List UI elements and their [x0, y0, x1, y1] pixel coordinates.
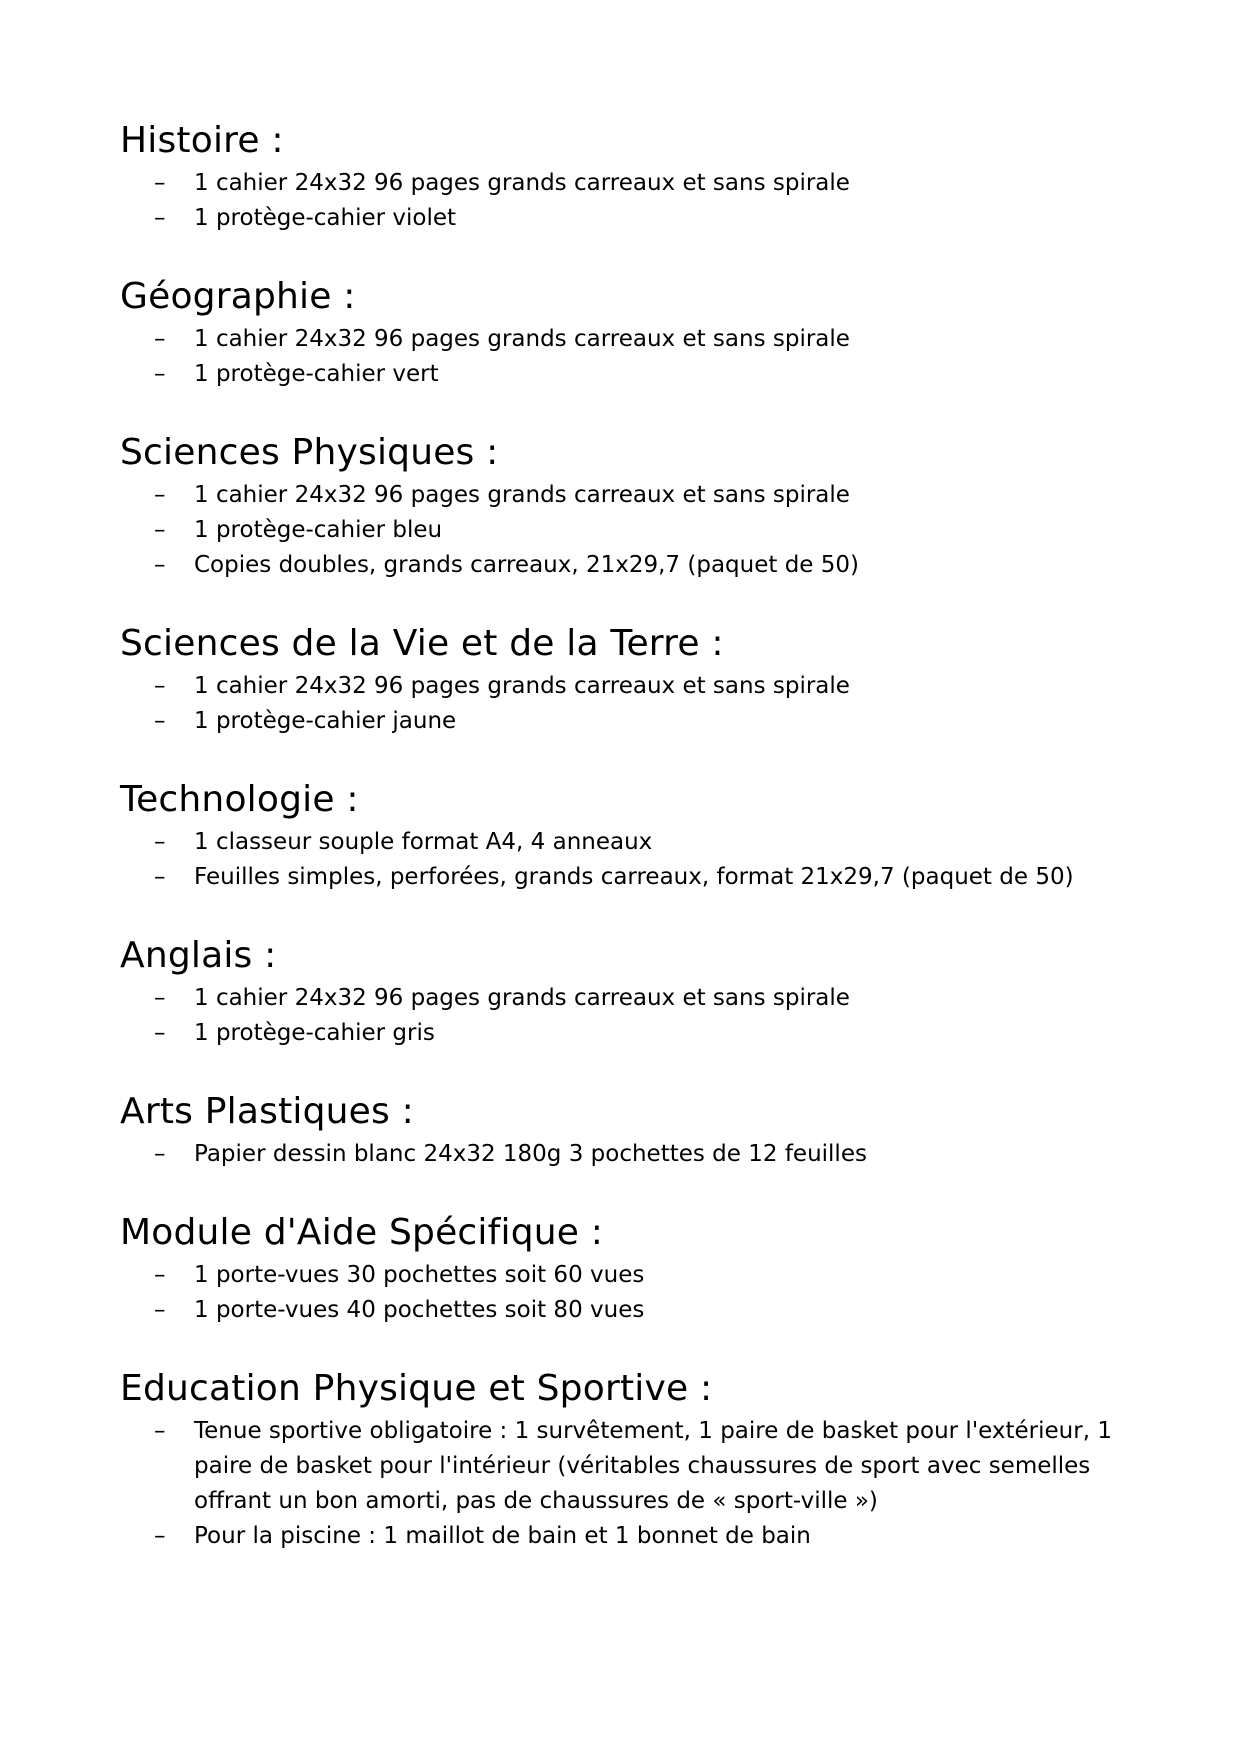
- item-text: 1 protège-cahier gris: [194, 1020, 435, 1046]
- supply-list-page: [120, 118, 1150, 1592]
- item-text: 1 porte-vues 30 pochettes soit 60 vues: [194, 1262, 645, 1288]
- section-title: Histoire :: [120, 120, 284, 161]
- item-list: [120, 1137, 1150, 1172]
- bullet-dash: –: [154, 205, 166, 231]
- list-item: [120, 166, 1150, 201]
- list-item: [120, 322, 1150, 357]
- item-text: 1 cahier 24x32 96 pages grands carreaux et sans spirale: [194, 673, 850, 699]
- list-item: [120, 1258, 1150, 1293]
- bullet-dash: –: [154, 552, 166, 578]
- list-item: [120, 1519, 1150, 1554]
- item-list: [120, 825, 1150, 895]
- bullet-dash: –: [154, 361, 166, 387]
- item-list: [120, 166, 1150, 236]
- item-text: Copies doubles, grands carreaux, 21x29,7 (paquet de 50): [194, 552, 860, 578]
- bullet-dash: –: [154, 673, 166, 699]
- bullet-dash: –: [154, 1020, 166, 1046]
- section-title: Education Physique et Sportive :: [120, 1368, 713, 1409]
- section-module-aide: [120, 1210, 1150, 1328]
- item-list: [120, 1414, 1150, 1554]
- bullet-dash: –: [154, 1523, 166, 1549]
- bullet-dash: –: [154, 1141, 166, 1167]
- bullet-dash: –: [154, 517, 166, 543]
- section-histoire: [120, 118, 1150, 236]
- list-item: [120, 357, 1150, 392]
- item-list: [120, 478, 1150, 583]
- section-title: Sciences de la Vie et de la Terre :: [120, 623, 724, 664]
- item-text: Pour la piscine : 1 maillot de bain et 1 bonnet de bain: [194, 1523, 811, 1549]
- section-title: Technologie :: [120, 779, 359, 820]
- list-item: [120, 1293, 1150, 1328]
- item-text: 1 protège-cahier bleu: [194, 517, 443, 543]
- list-item: [120, 1414, 1150, 1519]
- bullet-dash: –: [154, 1297, 166, 1323]
- section-arts-plastiques: [120, 1089, 1150, 1172]
- item-text: Papier dessin blanc 24x32 180g 3 pochettes de 12 feuilles: [194, 1141, 867, 1167]
- section-technologie: [120, 777, 1150, 895]
- item-list: [120, 981, 1150, 1051]
- list-item: [120, 825, 1150, 860]
- list-item: [120, 704, 1150, 739]
- section-svt: [120, 621, 1150, 739]
- item-list: [120, 322, 1150, 392]
- section-eps: [120, 1366, 1150, 1554]
- bullet-dash: –: [154, 1418, 166, 1444]
- section-title: Géographie :: [120, 276, 356, 317]
- section-geographie: [120, 274, 1150, 392]
- list-item: [120, 981, 1150, 1016]
- item-list: [120, 1258, 1150, 1328]
- section-title: Module d'Aide Spécifique :: [120, 1212, 604, 1253]
- list-item: [120, 513, 1150, 548]
- item-text: 1 classeur souple format A4, 4 anneaux: [194, 829, 653, 855]
- bullet-dash: –: [154, 985, 166, 1011]
- list-item: [120, 548, 1150, 583]
- bullet-dash: –: [154, 864, 166, 890]
- section-title: Sciences Physiques :: [120, 432, 499, 473]
- item-text: Feuilles simples, perforées, grands carreaux, format 21x29,7 (paquet de 50): [194, 864, 1074, 890]
- item-text: 1 cahier 24x32 96 pages grands carreaux et sans spirale: [194, 170, 850, 196]
- section-anglais: [120, 933, 1150, 1051]
- bullet-dash: –: [154, 829, 166, 855]
- list-item: [120, 860, 1150, 895]
- bullet-dash: –: [154, 170, 166, 196]
- section-title: Arts Plastiques :: [120, 1091, 414, 1132]
- list-item: [120, 478, 1150, 513]
- item-text: 1 porte-vues 40 pochettes soit 80 vues: [194, 1297, 645, 1323]
- bullet-dash: –: [154, 708, 166, 734]
- bullet-dash: –: [154, 482, 166, 508]
- item-text: 1 cahier 24x32 96 pages grands carreaux et sans spirale: [194, 482, 850, 508]
- list-item: [120, 1137, 1150, 1172]
- item-text: 1 protège-cahier vert: [194, 361, 439, 387]
- item-text: Tenue sportive obligatoire : 1 survêtement, 1 paire de basket pour l'extérieur, 1 paire de basket pour l'intérieur (véritables chaussures de sport avec semelles offrant un bon amorti, pas de chaussures de « sport-ville »): [194, 1418, 1112, 1514]
- bullet-dash: –: [154, 326, 166, 352]
- list-item: [120, 201, 1150, 236]
- item-text: 1 cahier 24x32 96 pages grands carreaux et sans spirale: [194, 985, 850, 1011]
- section-title: Anglais :: [120, 935, 277, 976]
- item-text: 1 protège-cahier violet: [194, 205, 457, 231]
- list-item: [120, 669, 1150, 704]
- item-text: 1 protège-cahier jaune: [194, 708, 457, 734]
- bullet-dash: –: [154, 1262, 166, 1288]
- list-item: [120, 1016, 1150, 1051]
- item-list: [120, 669, 1150, 739]
- item-text: 1 cahier 24x32 96 pages grands carreaux et sans spirale: [194, 326, 850, 352]
- section-sciences-physiques: [120, 430, 1150, 583]
